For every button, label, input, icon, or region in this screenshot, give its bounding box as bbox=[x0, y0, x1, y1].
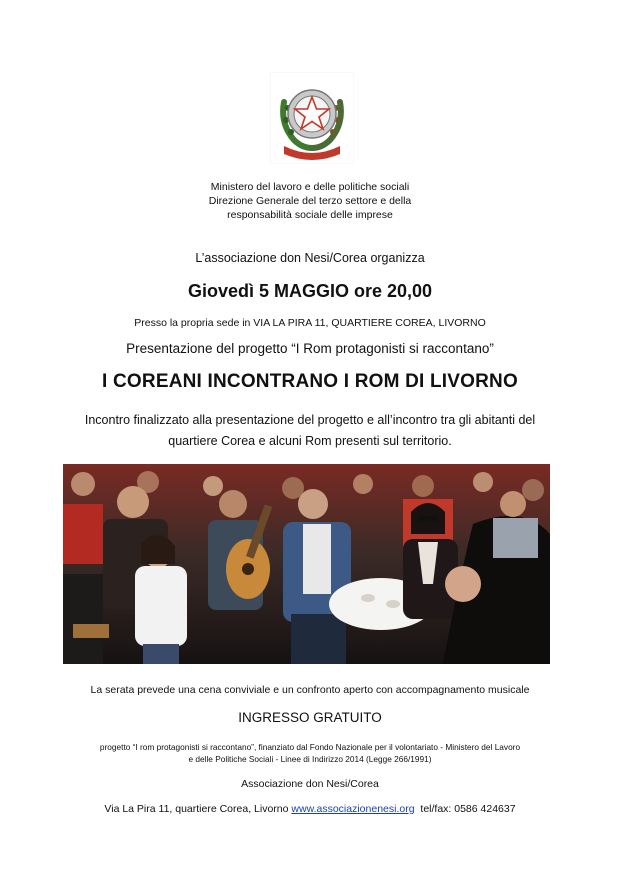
association-name: Associazione don Nesi/Corea bbox=[241, 778, 379, 790]
evening-description: La serata prevede una cena conviviale e un confronto aperto con accompagnamento musicale bbox=[90, 684, 530, 696]
contact-phone: tel/fax: 0586 424637 bbox=[414, 803, 516, 815]
event-headline: I COREANI INCONTRANO I ROM DI LIVORNO bbox=[102, 371, 518, 392]
republic-emblem-icon bbox=[270, 72, 354, 164]
organizer-line: L’associazione don Nesi/Corea organizza bbox=[195, 251, 425, 265]
ministry-line-1: Ministero del lavoro e delle politiche sociali bbox=[210, 181, 410, 193]
project-presentation: Presentazione del progetto “I Rom protagonisti si raccontano” bbox=[126, 341, 494, 356]
contact-line bbox=[0, 803, 620, 815]
ministry-line-3: responsabilità sociale delle imprese bbox=[227, 209, 393, 221]
website-link[interactable]: www.associazionenesi.org bbox=[291, 803, 415, 815]
event-date: Giovedì 5 MAGGIO ore 20,00 bbox=[187, 281, 433, 301]
ministry-line-2: Direzione Generale del terzo settore e della bbox=[208, 195, 412, 207]
admission-notice: INGRESSO GRATUITO bbox=[238, 710, 382, 725]
intro-line-1: Incontro finalizzato alla presentazione del progetto e all’incontro tra gli abitanti del bbox=[84, 413, 536, 427]
event-intro bbox=[40, 410, 580, 452]
ministry-header bbox=[0, 180, 620, 222]
crowd-photo-image bbox=[63, 464, 550, 664]
funding-note bbox=[0, 741, 620, 765]
intro-line-2: quartiere Corea e alcuni Rom presenti sul territorio. bbox=[168, 434, 452, 448]
contact-address: Via La Pira 11, quartiere Corea, Livorno bbox=[104, 803, 292, 815]
funding-line-1: progetto “I rom protagonisti si raccontano”, finanziato dal Fondo Nazionale per il volontariato - Ministero del Lavoro bbox=[99, 742, 521, 752]
funding-line-2: e delle Politiche Sociali - Linee di Indirizzo 2014 (Legge 266/1991) bbox=[188, 754, 432, 764]
event-venue: Presso la propria sede in VIA LA PIRA 11, QUARTIERE COREA, LIVORNO bbox=[134, 317, 486, 329]
